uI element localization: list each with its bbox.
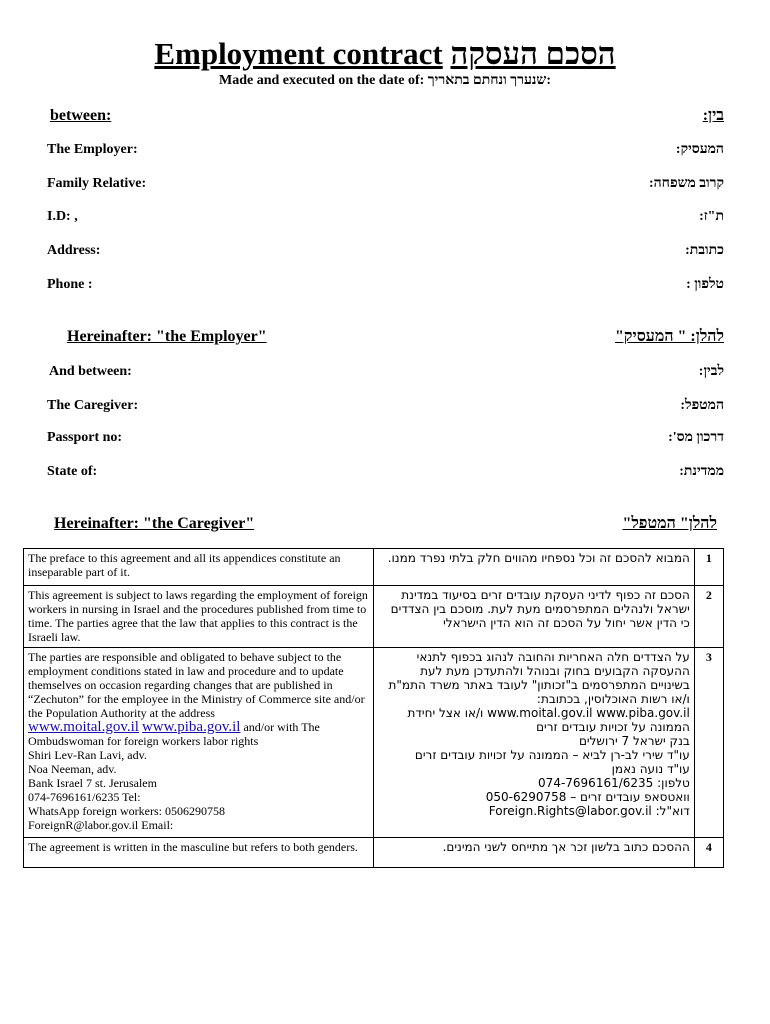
contact-line: 074-7696161/6235 Tel:: [28, 790, 141, 804]
relative-label-en: Family Relative:: [47, 176, 147, 191]
passport-label-en: Passport no:: [47, 430, 123, 445]
contact-line: ForeignR@labor.gov.il Email:: [28, 818, 174, 832]
hereinafter-caregiver-en: Hereinafter: "the Caregiver": [54, 515, 255, 532]
clause-row: [24, 838, 724, 868]
clause-3-he-line: על הצדדים חלה האחריות והחובה לנהוג בכפוף לתנאי ההעסקה הקבועים בחוק ובנוהל ולהתעדכן מעת לעת בשינויים המתפרסמים ב"זכותון" לעובד באתר משרד התמ"ת ו/או רשות האוכלוסין, בכתובת:: [388, 650, 690, 706]
id-label-he: ת"ז:: [699, 209, 724, 224]
clause-3-he-line: טלפון: 074-7696161/6235: [538, 776, 690, 790]
contact-line: Bank Israel 7 st. Jerusalem: [28, 776, 157, 790]
hereinafter-caregiver-he: להלן" המטפל": [622, 515, 717, 532]
contact-line: Noa Neeman, adv.: [28, 762, 117, 776]
clause-4-he: ההסכם כתוב בלשון זכר אך מתייחס לשני המינים.: [373, 838, 694, 868]
clause-3-en-after-links: and/or with The Ombudswoman for foreign workers labor rights: [28, 720, 320, 748]
clause-3-he-line: עו"ד שירי לב-רן לביא – הממונה על זכויות עובדים זרים: [414, 748, 690, 762]
clause-3-he-line: www.moital.gov.il www.piba.gov.il ו/או אצל יחידת הממונה על זכויות עובדים זרים: [407, 706, 690, 734]
phone-label-en: Phone :: [47, 277, 93, 292]
clause-3-en: [24, 648, 374, 838]
and-between-label-en: And between:: [49, 364, 132, 379]
contact-line: WhatsApp foreign workers: 0506290758: [28, 804, 225, 818]
clause-3-en-text: The parties are responsible and obligated to behave subject to the employment conditions stated in law and procedure and to update themselves on occasion regarding changes that are published in “Zechuton” for the employee in the Ministry of Commerce site and/or the Population Authority at the address: [28, 650, 365, 720]
clause-3-number: 3: [694, 648, 723, 838]
clause-3-he-line: וואטסאפ עובדים זרים – 050-6290758: [485, 790, 690, 804]
link-piba[interactable]: www.piba.gov.il: [141, 719, 241, 735]
clause-3-he-line: עו"ד נועה נאמן: [611, 762, 690, 776]
clause-3-he: [373, 648, 694, 838]
caregiver-label-he: המטפל:: [680, 398, 724, 413]
clause-2-number: 2: [694, 586, 723, 648]
clause-2-he: הסכם זה כפוף לדיני העסקת עובדים זרים בסיעוד במדינת ישראל ולנהלים המתפרסמים מעת לעת. מוסכם בין הצדדים כי הדין אשר יחול על הסכם זה הוא הדין הישראלי: [373, 586, 694, 648]
title-en: Employment contract: [154, 36, 443, 71]
clause-3-he-line: דוא"ל: Foreign.Rights@labor.gov.il: [488, 804, 690, 818]
page-title: [0, 36, 770, 72]
relative-label-he: קרוב משפחה:: [648, 176, 724, 191]
clause-row: [24, 549, 724, 586]
contact-line: Shiri Lev-Ran Lavi, adv.: [28, 748, 147, 762]
between-label-en: between:: [50, 107, 112, 124]
caregiver-label-en: The Caregiver:: [47, 398, 139, 413]
and-between-label-he: לבין:: [698, 364, 724, 379]
subtitle: Made and executed on the date of: שנערך ונחתם בתאריך:: [218, 73, 552, 88]
address-label-en: Address:: [47, 243, 101, 258]
employer-label-he: המעסיק:: [675, 142, 724, 157]
employer-label-en: The Employer:: [47, 142, 138, 157]
address-label-he: כתובת:: [685, 243, 724, 258]
state-label-he: ממדינת:: [679, 464, 724, 479]
passport-label-he: דרכון מס':: [668, 430, 724, 445]
state-label-en: State of:: [47, 464, 98, 479]
clauses-table: [23, 548, 724, 868]
hereinafter-employer-en: Hereinafter: "the Employer": [67, 328, 267, 345]
hereinafter-employer-he: להלן: " המעסיק": [615, 328, 724, 345]
clause-1-en: The preface to this agreement and all its appendices constitute an inseparable part of it.: [24, 549, 374, 586]
clause-4-en: The agreement is written in the masculine but refers to both genders.: [24, 838, 374, 868]
link-moital[interactable]: www.moital.gov.il: [28, 719, 139, 735]
clause-1-number: 1: [694, 549, 723, 586]
clause-1-he: המבוא להסכם זה וכל נספחיו מהווים חלק בלתי נפרד ממנו.: [373, 549, 694, 586]
clause-4-number: 4: [694, 838, 723, 868]
clause-row: [24, 586, 724, 648]
title-he: הסכם העסקה: [450, 36, 616, 71]
clause-3-he-line: בנק ישראל 7 ירושלים: [578, 734, 690, 748]
phone-label-he: טלפון :: [686, 277, 724, 292]
id-label-en: I.D: ,: [47, 209, 78, 224]
clause-2-en: This agreement is subject to laws regarding the employment of foreign workers in nursing in Israel and the procedures published from time to time. The parties agree that the law that applies to this contract is the Israeli law.: [24, 586, 374, 648]
between-label-he: בין:: [702, 107, 724, 124]
clause-row: [24, 648, 724, 838]
